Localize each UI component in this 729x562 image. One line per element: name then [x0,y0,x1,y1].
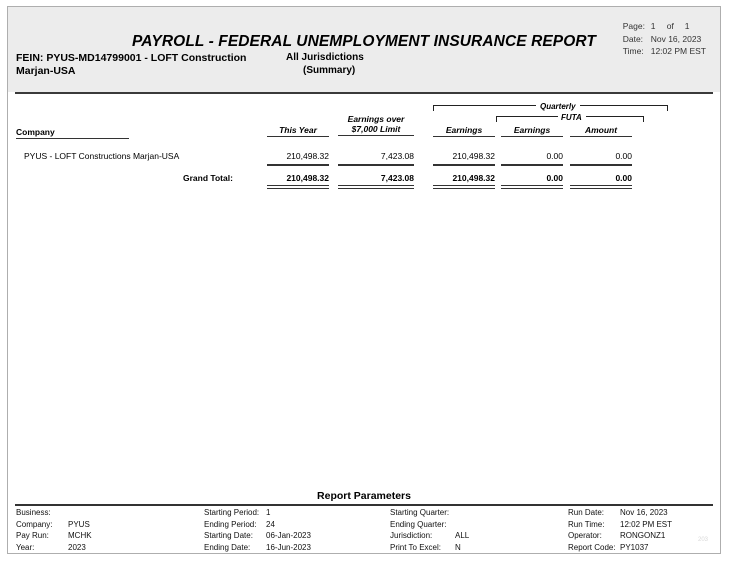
param-label: Ending Period: [204,519,257,529]
param-label: Jurisdiction: [390,531,433,540]
cell-futa-earnings: 0.00 [546,151,563,161]
param-label: Run Time: [568,519,605,529]
param-value: 16-Jun-2023 [266,542,311,552]
subtotal-rule-earnings-over [338,164,414,166]
page-title: PAYROLL - FEDERAL UNEMPLOYMENT INSURANCE REPORT [132,33,596,50]
grand-total-rule-quarterly [433,185,495,189]
page-meta [623,20,706,58]
time-label: Time: [622,46,644,56]
param-value: 1 [266,508,271,517]
subtotal-rule-futa-amount [570,164,632,166]
subtotal-rule-this-year [267,164,329,166]
table-row-company-name: PYUS - LOFT Constructions Marjan-USA [24,151,180,161]
grand-total-rule-futa-earnings [501,185,563,189]
param-label: Business: [16,508,51,517]
param-label: Starting Period: [204,508,260,517]
quarterly-bracket-left [433,105,536,111]
param-label: Starting Quarter: [390,508,450,517]
param-value: 2023 [68,542,86,552]
earnings-over-line-2: $7,000 Limit [351,123,401,134]
param-row [204,519,311,531]
param-row [568,542,672,554]
column-header-this-year: This Year [267,125,329,137]
earnings-over-line-1: Earnings over [347,114,405,124]
param-row [16,507,92,519]
grand-total-rule-this-year [267,185,329,189]
column-header-quarterly-earnings: Earnings [433,125,495,137]
grand-total-rule-earnings-over [338,185,414,189]
param-value: N [455,542,461,552]
page-of-label: of [666,21,674,31]
cell-this-year: 210,498.32 [286,151,329,161]
param-row [390,530,469,542]
param-row [204,542,311,554]
cell-futa-amount: 0.00 [615,151,632,161]
param-label: Operator: [568,531,602,540]
param-value: ALL [455,531,470,540]
param-label: Company: [16,519,53,529]
date-value: Nov 16, 2023 [650,33,702,44]
meta-row-time [623,45,706,58]
group-label-futa: FUTA [561,113,582,122]
param-label: Starting Date: [204,531,253,540]
date-label: Date: [622,33,644,44]
param-label: Ending Quarter: [390,519,447,529]
group-label-quarterly: Quarterly [540,102,576,111]
param-value: 06-Jan-2023 [266,531,311,540]
column-header-futa-earnings: Earnings [501,125,563,137]
param-row [568,530,672,542]
grand-total-label: Grand Total: [183,173,233,183]
param-label: Report Code: [568,542,616,552]
param-row [390,542,469,554]
page-current: 1 [650,21,656,31]
time-value: 12:02 PM EST [650,46,706,56]
param-label: Run Date: [568,508,605,517]
scope-line-1: All Jurisdictions [286,52,364,63]
param-row [204,507,311,519]
param-row [16,519,92,531]
quarterly-bracket-right [580,105,668,111]
report-page [7,6,721,554]
entity-line: Marjan-USA [16,65,76,77]
param-row [390,507,469,519]
grand-total-quarterly-earnings: 210,498.32 [452,173,495,183]
param-row [204,530,311,542]
cell-earnings-over-limit: 7,423.08 [380,151,414,161]
report-parameters-column-1 [16,507,92,553]
futa-bracket-right [586,116,644,122]
grand-total-futa-amount: 0.00 [615,173,632,183]
param-label: Pay Run: [16,531,49,540]
param-value: PYUS [68,519,90,529]
subtotal-rule-futa-earnings [501,164,563,166]
param-value: Nov 16, 2023 [620,508,668,517]
scope-line-2: (Summary) [303,65,356,76]
cell-quarterly-earnings: 210,498.32 [452,151,495,161]
grand-total-rule-futa-amount [570,185,632,189]
report-parameters-divider [15,504,713,506]
param-value: RONGONZ1 [620,531,666,540]
report-parameters-column-4 [568,507,672,553]
fein-line: FEIN: PYUS-MD14799001 - LOFT Construction [16,52,247,64]
column-header-company: Company [16,127,129,139]
report-parameters-column-3 [390,507,469,553]
header-divider-rule [15,92,713,94]
param-label: Ending Date: [204,542,251,552]
meta-row-date [623,33,706,46]
column-header-futa-amount: Amount [570,125,632,137]
page-label: Page: [622,21,645,31]
futa-bracket-left [496,116,558,122]
subtotal-rule-quarterly [433,164,495,166]
page-total: 1 [684,21,690,31]
param-value: MCHK [68,531,92,540]
grand-total-earnings-over-limit: 7,423.08 [380,173,414,183]
param-row [390,519,469,531]
report-parameters-column-2 [204,507,311,553]
meta-row-page [623,20,706,33]
param-row [568,519,672,531]
param-value: 24 [266,519,275,529]
param-row [568,507,672,519]
param-row [16,530,92,542]
grand-total-futa-earnings: 0.00 [546,173,563,183]
report-parameters-title: Report Parameters [317,490,411,502]
param-value: PY1037 [620,542,649,552]
column-header-earnings-over-limit [338,115,414,136]
param-label: Print To Excel: [390,542,441,552]
param-row [16,542,92,554]
grand-total-this-year: 210,498.32 [286,173,329,183]
page-watermark: 203 [697,537,708,543]
param-label: Year: [16,542,35,552]
param-value: 12:02 PM EST [620,519,673,529]
